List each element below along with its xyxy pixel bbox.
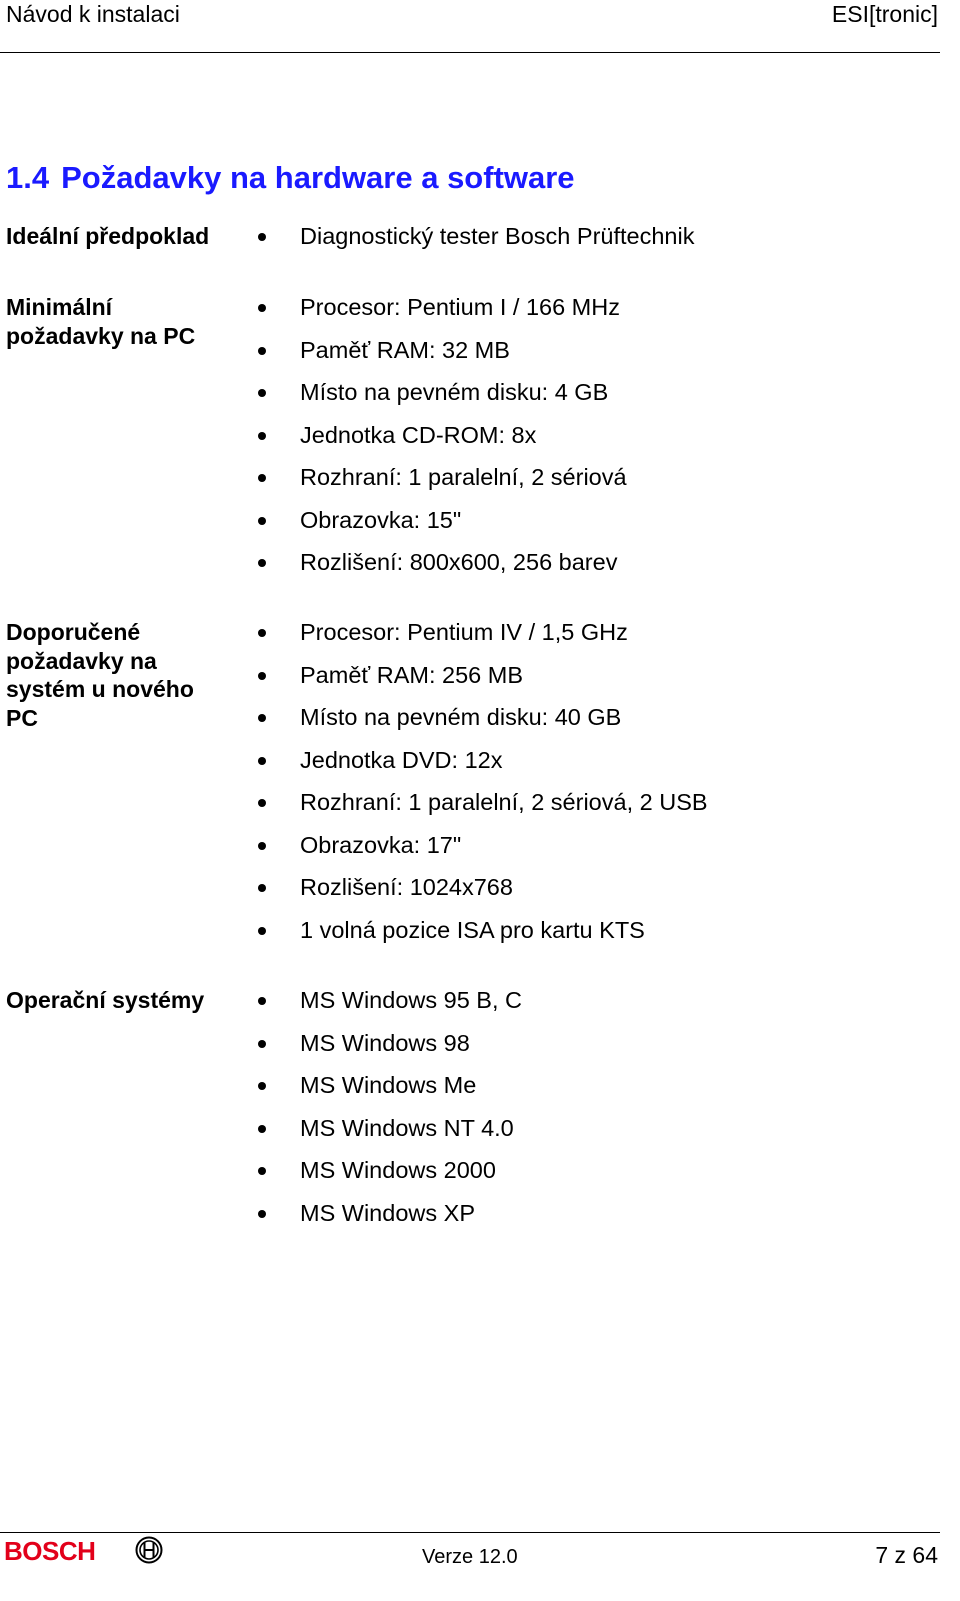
bullet-icon xyxy=(258,799,266,807)
list-item xyxy=(256,618,708,661)
bullet-icon xyxy=(258,304,266,312)
list-item xyxy=(256,378,627,421)
list-item xyxy=(256,548,627,591)
list-item-text: MS Windows 2000 xyxy=(300,1157,496,1183)
list-item-text: MS Windows 98 xyxy=(300,1029,470,1056)
section-heading xyxy=(6,158,575,198)
bullet-icon xyxy=(258,1210,266,1218)
bullet-icon xyxy=(258,432,266,440)
list-item-text: Jednotka DVD: 12x xyxy=(300,746,503,773)
list-item-text: 1 volná pozice ISA pro kartu KTS xyxy=(300,916,645,943)
bullet-icon xyxy=(258,629,266,637)
bullet-icon xyxy=(258,757,266,765)
list-item xyxy=(256,293,627,336)
list-item-text: Rozhraní: 1 paralelní, 2 sériová, 2 USB xyxy=(300,789,708,815)
list-item-text: Rozhraní: 1 paralelní, 2 sériová xyxy=(300,464,627,490)
list-item xyxy=(256,336,627,379)
bosch-logo: BOSCH xyxy=(4,1536,96,1566)
group-label-ideal: Ideální předpoklad xyxy=(6,223,210,249)
bullet-icon xyxy=(258,927,266,935)
bullet-icon xyxy=(258,389,266,397)
list-item-text: MS Windows Me xyxy=(300,1072,477,1098)
list-item-text: Rozlišení: 1024x768 xyxy=(300,874,513,900)
list-item-text: Procesor: Pentium I / 166 MHz xyxy=(300,294,620,320)
bullet-icon xyxy=(258,517,266,525)
group-list-minimum xyxy=(256,293,627,591)
group-list-operating-systems xyxy=(256,986,522,1241)
bullet-icon xyxy=(258,997,266,1005)
list-item xyxy=(256,1199,522,1242)
bullet-icon xyxy=(258,1167,266,1175)
group-label-operating-systems: Operační systémy xyxy=(6,987,205,1013)
list-item-text: Diagnostický tester Bosch Prüftechnik xyxy=(300,223,695,249)
bosch-armature-icon xyxy=(135,1536,163,1564)
list-item-text: Procesor: Pentium IV / 1,5 GHz xyxy=(300,619,628,645)
bullet-icon xyxy=(258,233,266,241)
list-item-text: Obrazovka: 15" xyxy=(300,506,462,533)
bullet-icon xyxy=(258,1125,266,1133)
header-document-title: Návod k instalaci xyxy=(6,1,180,27)
list-item xyxy=(256,916,708,959)
list-item-text: Místo na pevném disku: 40 GB xyxy=(300,704,622,730)
group-label-minimum: Minimální požadavky na PC xyxy=(6,294,196,349)
list-item-text: Paměť RAM: 256 MB xyxy=(300,661,523,688)
bullet-icon xyxy=(258,1082,266,1090)
list-item-text: MS Windows XP xyxy=(300,1199,475,1226)
group-label-recommended: Doporučené požadavky na systém u nového PC xyxy=(6,619,194,731)
list-item xyxy=(256,463,627,506)
bullet-icon xyxy=(258,842,266,850)
list-item xyxy=(256,986,522,1029)
list-item-text: Rozlišení: 800x600, 256 barev xyxy=(300,549,618,575)
header-divider xyxy=(0,52,940,53)
list-item xyxy=(256,1029,522,1072)
list-item-text: Místo na pevném disku: 4 GB xyxy=(300,379,609,405)
list-item xyxy=(256,1114,522,1157)
list-item xyxy=(256,873,708,916)
bullet-icon xyxy=(258,347,266,355)
list-item xyxy=(256,831,708,874)
section-title-text: Požadavky na hardware a software xyxy=(61,160,575,195)
header-product-name: ESI[tronic] xyxy=(831,1,938,27)
list-item-text: Paměť RAM: 32 MB xyxy=(300,336,510,363)
list-item xyxy=(256,788,708,831)
list-item xyxy=(256,1156,522,1199)
bullet-icon xyxy=(258,672,266,680)
footer-divider xyxy=(0,1532,940,1533)
list-item-text: Obrazovka: 17" xyxy=(300,831,462,858)
list-item xyxy=(256,703,708,746)
page-header xyxy=(0,0,960,54)
bullet-icon xyxy=(258,474,266,482)
list-item xyxy=(256,222,694,265)
footer-version: Verze 12.0 xyxy=(422,1546,518,1568)
bullet-icon xyxy=(258,714,266,722)
list-item xyxy=(256,1071,522,1114)
bullet-icon xyxy=(258,559,266,567)
list-item-text: MS Windows NT 4.0 xyxy=(300,1114,514,1141)
list-item xyxy=(256,746,708,789)
bullet-icon xyxy=(258,1040,266,1048)
list-item-text: Jednotka CD-ROM: 8x xyxy=(300,421,537,448)
section-number: 1.4 xyxy=(6,160,50,195)
list-item xyxy=(256,661,708,704)
footer-page-number: 7 z 64 xyxy=(875,1542,938,1568)
bullet-icon xyxy=(258,884,266,892)
list-item xyxy=(256,421,627,464)
list-item-text: MS Windows 95 B, C xyxy=(300,987,523,1013)
list-item xyxy=(256,506,627,549)
group-list-ideal xyxy=(256,222,694,265)
group-list-recommended xyxy=(256,618,708,958)
